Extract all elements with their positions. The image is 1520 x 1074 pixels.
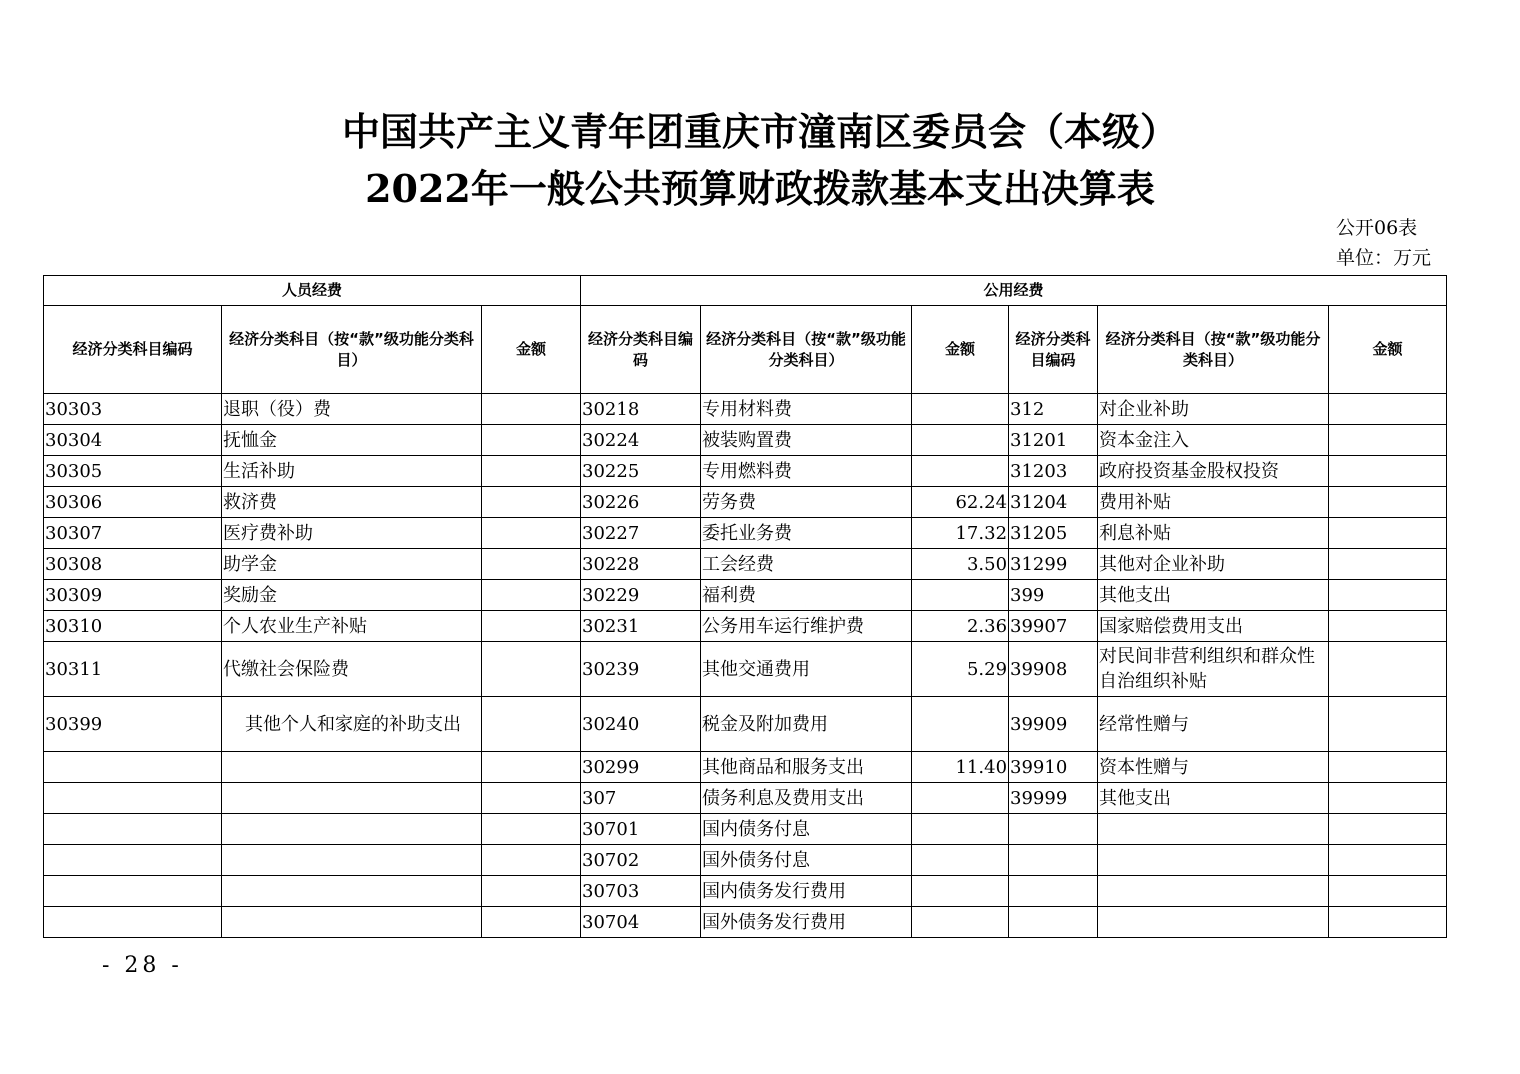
table-row (44, 487, 1447, 518)
cell-code (44, 876, 222, 907)
cell-item: 奖励金 (222, 580, 482, 611)
cell-amount (482, 845, 581, 876)
cell-code (1009, 814, 1098, 845)
cell-item: 其他对企业补助 (1098, 549, 1329, 580)
cell-amount (912, 394, 1009, 425)
table-row (44, 642, 1447, 697)
cell-code: 39908 (1009, 642, 1098, 697)
cell-amount (912, 907, 1009, 938)
cell-code: 30306 (44, 487, 222, 518)
cell-code: 399 (1009, 580, 1098, 611)
cell-item (1098, 876, 1329, 907)
cell-item: 代缴社会保险费 (222, 642, 482, 697)
cell-code: 30310 (44, 611, 222, 642)
cell-item: 国内债务付息 (701, 814, 912, 845)
cell-item: 其他支出 (1098, 783, 1329, 814)
cell-amount (1329, 487, 1447, 518)
table-row (44, 518, 1447, 549)
cell-amount (912, 876, 1009, 907)
budget-table (43, 275, 1447, 938)
cell-code (44, 752, 222, 783)
cell-item (1098, 845, 1329, 876)
cell-amount (1329, 876, 1447, 907)
cell-item: 资本金注入 (1098, 425, 1329, 456)
table-row (44, 752, 1447, 783)
cell-amount (912, 456, 1009, 487)
cell-amount: 11.40 (912, 752, 1009, 783)
cell-item: 其他支出 (1098, 580, 1329, 611)
cell-amount (482, 907, 581, 938)
cell-amount (1329, 642, 1447, 697)
cell-amount: 17.32 (912, 518, 1009, 549)
cell-item: 国外债务发行费用 (701, 907, 912, 938)
page-number: - 28 - (102, 953, 183, 978)
cell-code (1009, 876, 1098, 907)
group-header-row (44, 276, 1447, 306)
cell-code (44, 814, 222, 845)
cell-item: 救济费 (222, 487, 482, 518)
cell-code: 30704 (581, 907, 701, 938)
cell-amount (912, 845, 1009, 876)
cell-amount (482, 752, 581, 783)
cell-code: 30225 (581, 456, 701, 487)
cell-code: 30303 (44, 394, 222, 425)
cell-code: 30228 (581, 549, 701, 580)
cell-code: 31299 (1009, 549, 1098, 580)
cell-code: 30701 (581, 814, 701, 845)
cell-item (222, 907, 482, 938)
cell-item (222, 814, 482, 845)
cell-amount (482, 394, 581, 425)
cell-code: 30305 (44, 456, 222, 487)
group-personnel: 人员经费 (44, 276, 581, 306)
cell-code: 31201 (1009, 425, 1098, 456)
cell-item: 利息补贴 (1098, 518, 1329, 549)
cell-code: 30703 (581, 876, 701, 907)
table-row (44, 697, 1447, 752)
col-header-item: 经济分类科目（按“款”级功能分类科目） (701, 306, 912, 394)
table-row (44, 580, 1447, 611)
table-row (44, 394, 1447, 425)
cell-item: 专用燃料费 (701, 456, 912, 487)
cell-item: 对民间非营利组织和群众性自治组织补贴 (1098, 642, 1329, 697)
cell-amount (1329, 845, 1447, 876)
cell-code: 30308 (44, 549, 222, 580)
cell-amount (482, 580, 581, 611)
cell-code: 307 (581, 783, 701, 814)
cell-amount: 5.29 (912, 642, 1009, 697)
title-line-2: 2022年一般公共预算财政拨款基本支出决算表 (365, 166, 1155, 211)
table-row (44, 611, 1447, 642)
cell-amount (482, 549, 581, 580)
cell-code: 30240 (581, 697, 701, 752)
col-header-code: 经济分类科目编码 (581, 306, 701, 394)
column-header-row (44, 306, 1447, 394)
cell-item: 其他个人和家庭的补助支出 (222, 697, 482, 752)
cell-item (1098, 814, 1329, 845)
cell-amount (1329, 549, 1447, 580)
cell-code (44, 845, 222, 876)
cell-item: 被装购置费 (701, 425, 912, 456)
cell-amount (1329, 783, 1447, 814)
cell-code (44, 907, 222, 938)
cell-code: 30702 (581, 845, 701, 876)
cell-code: 31203 (1009, 456, 1098, 487)
cell-amount (482, 783, 581, 814)
cell-code: 312 (1009, 394, 1098, 425)
col-header-amount: 金额 (912, 306, 1009, 394)
cell-item (222, 876, 482, 907)
cell-item: 委托业务费 (701, 518, 912, 549)
cell-amount (482, 518, 581, 549)
cell-amount (1329, 814, 1447, 845)
cell-item: 生活补助 (222, 456, 482, 487)
cell-item: 个人农业生产补贴 (222, 611, 482, 642)
cell-item: 劳务费 (701, 487, 912, 518)
cell-amount (1329, 611, 1447, 642)
col-header-code: 经济分类科目编码 (1009, 306, 1098, 394)
cell-code: 30227 (581, 518, 701, 549)
cell-amount (912, 425, 1009, 456)
cell-item: 公务用车运行维护费 (701, 611, 912, 642)
cell-amount (1329, 580, 1447, 611)
table-row (44, 783, 1447, 814)
cell-code (44, 783, 222, 814)
table-row (44, 814, 1447, 845)
cell-amount (1329, 425, 1447, 456)
cell-item (222, 752, 482, 783)
cell-code: 30311 (44, 642, 222, 697)
cell-amount (482, 425, 581, 456)
cell-code: 30309 (44, 580, 222, 611)
cell-code: 39909 (1009, 697, 1098, 752)
cell-code: 39907 (1009, 611, 1098, 642)
cell-amount (482, 487, 581, 518)
cell-amount (912, 783, 1009, 814)
col-header-amount: 金额 (482, 306, 581, 394)
cell-item: 政府投资基金股权投资 (1098, 456, 1329, 487)
cell-item: 税金及附加费用 (701, 697, 912, 752)
cell-item: 经常性赠与 (1098, 697, 1329, 752)
cell-code: 31204 (1009, 487, 1098, 518)
cell-code: 30224 (581, 425, 701, 456)
cell-code: 30304 (44, 425, 222, 456)
cell-code (1009, 845, 1098, 876)
cell-item: 专用材料费 (701, 394, 912, 425)
cell-item: 工会经费 (701, 549, 912, 580)
cell-amount (1329, 456, 1447, 487)
cell-amount (482, 697, 581, 752)
cell-code: 30218 (581, 394, 701, 425)
unit-label: 单位：万元 (1336, 247, 1432, 269)
cell-item: 债务利息及费用支出 (701, 783, 912, 814)
cell-code (1009, 907, 1098, 938)
cell-amount (482, 456, 581, 487)
cell-item: 抚恤金 (222, 425, 482, 456)
cell-item: 退职（役）费 (222, 394, 482, 425)
col-header-amount: 金额 (1329, 306, 1447, 394)
cell-code: 30239 (581, 642, 701, 697)
cell-code: 39910 (1009, 752, 1098, 783)
cell-item: 医疗费补助 (222, 518, 482, 549)
table-row (44, 425, 1447, 456)
cell-amount: 3.50 (912, 549, 1009, 580)
col-header-code: 经济分类科目编码 (44, 306, 222, 394)
table-row (44, 845, 1447, 876)
cell-amount (912, 814, 1009, 845)
cell-amount (482, 814, 581, 845)
cell-amount (1329, 394, 1447, 425)
cell-code: 30299 (581, 752, 701, 783)
cell-amount (1329, 907, 1447, 938)
table-row (44, 549, 1447, 580)
cell-amount: 2.36 (912, 611, 1009, 642)
cell-code: 30226 (581, 487, 701, 518)
cell-item: 费用补贴 (1098, 487, 1329, 518)
table-row (44, 876, 1447, 907)
cell-item: 国家赔偿费用支出 (1098, 611, 1329, 642)
cell-code: 30307 (44, 518, 222, 549)
cell-amount: 62.24 (912, 487, 1009, 518)
table-number: 公开06表 (1336, 217, 1418, 239)
cell-code: 39999 (1009, 783, 1098, 814)
cell-item (222, 845, 482, 876)
cell-item: 国外债务付息 (701, 845, 912, 876)
cell-code: 30231 (581, 611, 701, 642)
cell-item: 对企业补助 (1098, 394, 1329, 425)
cell-item: 资本性赠与 (1098, 752, 1329, 783)
cell-amount (1329, 697, 1447, 752)
cell-amount (1329, 518, 1447, 549)
group-public: 公用经费 (581, 276, 1447, 306)
cell-code: 30399 (44, 697, 222, 752)
cell-code: 30229 (581, 580, 701, 611)
table-row (44, 456, 1447, 487)
cell-item: 国内债务发行费用 (701, 876, 912, 907)
cell-item: 助学金 (222, 549, 482, 580)
cell-amount (1329, 752, 1447, 783)
cell-amount (482, 876, 581, 907)
col-header-item: 经济分类科目（按“款”级功能分类科目） (1098, 306, 1329, 394)
cell-item: 其他商品和服务支出 (701, 752, 912, 783)
cell-amount (482, 642, 581, 697)
cell-amount (912, 580, 1009, 611)
cell-item: 福利费 (701, 580, 912, 611)
title-line-1: 中国共产主义青年团重庆市潼南区委员会（本级） (341, 109, 1178, 154)
cell-code: 31205 (1009, 518, 1098, 549)
cell-amount (912, 697, 1009, 752)
cell-item: 其他交通费用 (701, 642, 912, 697)
table-row (44, 907, 1447, 938)
cell-amount (482, 611, 581, 642)
cell-item (1098, 907, 1329, 938)
cell-item (222, 783, 482, 814)
col-header-item: 经济分类科目（按“款”级功能分类科目） (222, 306, 482, 394)
